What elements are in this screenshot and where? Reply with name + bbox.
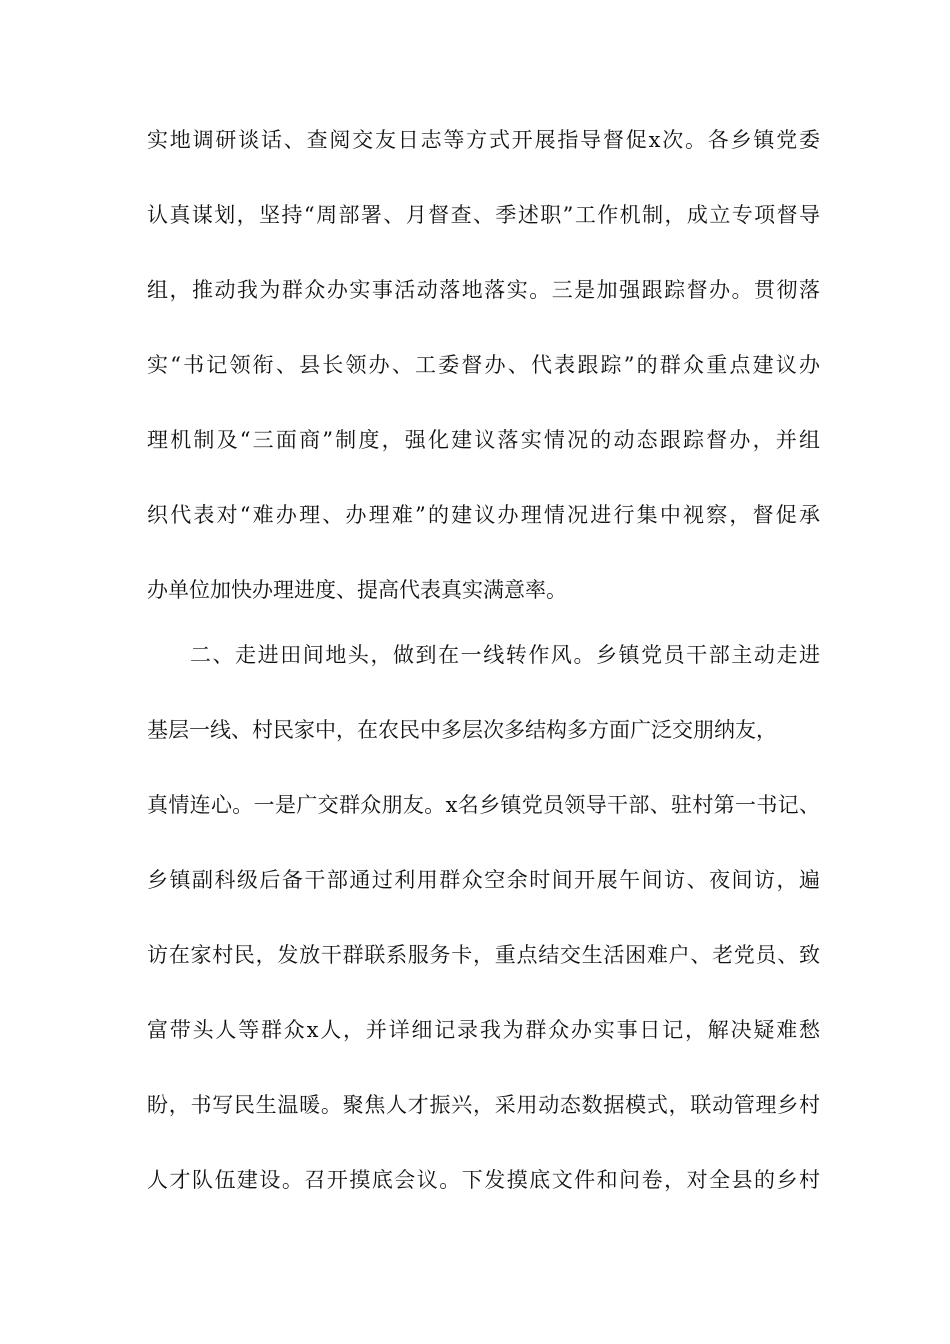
text-line: 织代表对“难办理、办理难”的建议办理情况进行集中视察，督促承: [147, 503, 820, 527]
text-line: 真情连心。一是广交群众朋友。x名乡镇党员领导干部、驻村第一书记、: [147, 793, 820, 817]
text-line: 理机制及“三面商”制度，强化建议落实情况的动态跟踪督办，并组: [147, 428, 820, 452]
text-line: 盼，书写民生温暖。聚焦人才振兴，采用动态数据模式，联动管理乡村: [147, 1093, 820, 1117]
text-line: 乡镇副科级后备干部通过利用群众空余时间开展午间访、夜间访，遍: [147, 868, 820, 892]
text-line: 访在家村民，发放干群联系服务卡，重点结交生活困难户、老党员、致: [147, 943, 820, 967]
text-line: 实地调研谈话、查阅交友日志等方式开展指导督促x次。各乡镇党委: [147, 128, 820, 152]
text-line: 组，推动我为群众办实事活动落地落实。三是加强跟踪督办。贯彻落: [147, 278, 820, 302]
text-line: 实“书记领衔、县长领办、工委督办、代表跟踪”的群众重点建议办: [147, 353, 820, 377]
text-line: 人才队伍建设。召开摸底会议。下发摸底文件和问卷，对全县的乡村: [147, 1168, 820, 1192]
text-line: 富带头人等群众x人，并详细记录我为群众办实事日记，解决疑难愁: [147, 1018, 820, 1042]
text-line: 认真谋划，坚持“周部署、月督查、季述职”工作机制，成立专项督导: [147, 203, 820, 227]
section-heading-line: 二、走进田间地头，做到在一线转作风。乡镇党员干部主动走进: [190, 643, 820, 667]
text-line: 办单位加快办理进度、提高代表真实满意率。: [147, 578, 567, 602]
text-line: 基层一线、村民家中，在农民中多层次多结构多方面广泛交朋纳友，: [147, 718, 777, 742]
